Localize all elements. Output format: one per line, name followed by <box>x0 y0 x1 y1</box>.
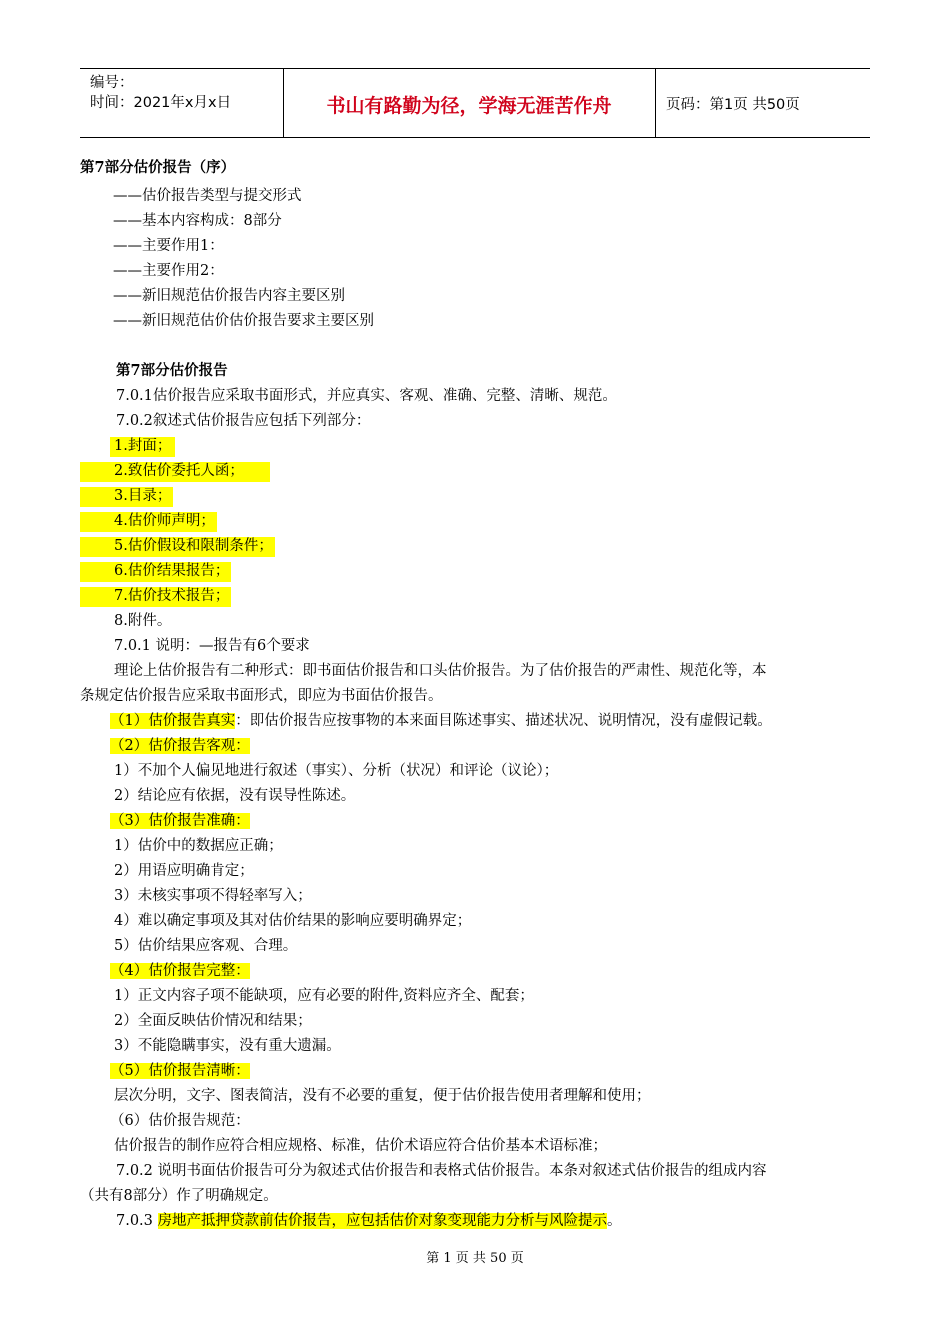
requirement-item: 1）估价中的数据应正确； <box>114 838 283 854</box>
requirement-item: 4）难以确定事项及其对估价结果的影响应要明确界定； <box>114 913 472 929</box>
requirement-5 <box>110 1062 250 1082</box>
clause-7-0-2-explain: （共有8部分）作了明确规定。 <box>80 1188 278 1204</box>
report-part: 8.附件。 <box>114 613 172 629</box>
requirement-item: 3）未核实事项不得轻率写入； <box>114 888 312 904</box>
requirement-item: 1）不加个人偏见地进行叙述（事实）、分析（状况）和评论（议论）； <box>114 763 559 779</box>
requirement-label: （3）估价报告准确： <box>110 813 250 829</box>
serial-label: 编号： <box>90 75 134 91</box>
report-part: 7.估价技术报告； <box>80 587 231 607</box>
clause-7-0-2: 7.0.2叙述式估价报告应包括下列部分： <box>116 413 371 429</box>
requirement-item: 3）不能隐瞒事实，没有重大遗漏。 <box>114 1038 341 1054</box>
report-part: 6.估价结果报告； <box>80 562 231 582</box>
requirement-item: 2）全面反映估价情况和结果； <box>114 1013 312 1029</box>
requirement-1 <box>110 712 772 732</box>
clause-text-highlight: 房地产抵押贷款前估价报告，应包括估价对象变现能力分析与风险提示 <box>157 1213 608 1229</box>
requirement-text: ：即估价报告应按事物的本来面目陈述事实、描述状况、说明情况，没有虚假记载。 <box>235 713 772 729</box>
report-part: 4.估价师声明； <box>80 512 217 532</box>
requirement-item: 1）正文内容子项不能缺项，应有必要的附件,资料应齐全、配套； <box>114 988 534 1004</box>
outline-item: ——基本内容构成：8部分 <box>113 213 282 229</box>
requirement-text: 估价报告的制作应符合相应规格、标准，估价术语应符合估价基本术语标准； <box>114 1138 607 1154</box>
outline-item: ——新旧规范估价报告内容主要区别 <box>113 288 345 304</box>
requirement-label: （4）估价报告完整： <box>110 963 250 979</box>
outline-item: ——主要作用2： <box>113 263 224 279</box>
outline-item: ——新旧规范估价估价报告要求主要区别 <box>113 313 374 329</box>
clause-7-0-2-explain: 7.0.2 说明书面估价报告可分为叙述式估价报告和表格式估价报告。本条对叙述式估价报告的组成内容 <box>116 1163 767 1179</box>
requirement-label: （5）估价报告清晰： <box>110 1063 250 1079</box>
header-motto: 书山有路勤为径，学海无涯苦作舟 <box>326 95 612 117</box>
outline-item: ——估价报告类型与提交形式 <box>113 188 302 204</box>
requirement-item: 5）估价结果应客观、合理。 <box>114 938 298 954</box>
requirement-label: （2）估价报告客观： <box>110 738 250 754</box>
requirement-item: 2）用语应明确肯定； <box>114 863 254 879</box>
outline-item: ——主要作用1： <box>113 238 224 254</box>
clause-end: 。 <box>607 1213 622 1229</box>
explain-paragraph: 条规定估价报告应采取书面形式，即应为书面估价报告。 <box>80 688 443 704</box>
requirement-label: （1）估价报告真实 <box>110 713 236 729</box>
header-page-info: 页码：第1页 共50页 <box>666 97 800 113</box>
document-header <box>80 68 870 138</box>
report-part: 1.封面； <box>110 437 175 457</box>
requirement-2 <box>110 737 250 757</box>
requirement-3 <box>110 812 250 832</box>
report-part: 5.估价假设和限制条件； <box>80 537 275 557</box>
requirement-4 <box>110 962 250 982</box>
clause-7-0-3 <box>116 1212 622 1232</box>
requirement-item: 2）结论应有依据，没有误导性陈述。 <box>114 788 356 804</box>
explain-paragraph: 理论上估价报告有二种形式：即书面估价报告和口头估价报告。为了估价报告的严肃性、规范化等，本 <box>114 663 767 679</box>
page-footer: 第 1 页 共 50 页 <box>426 1251 524 1266</box>
report-part: 3.目录； <box>80 487 173 507</box>
section-title: 第7部分估价报告 <box>116 362 228 379</box>
header-meta <box>90 73 231 113</box>
section-title: 第7部分估价报告（序） <box>80 159 236 176</box>
header-divider <box>655 69 656 137</box>
clause-7-0-1: 7.0.1估价报告应采取书面形式，并应真实、客观、准确、完整、清晰、规范。 <box>116 388 617 404</box>
explain-title: 7.0.1 说明：—报告有6个要求 <box>114 638 310 654</box>
clause-number: 7.0.3 <box>116 1213 158 1229</box>
date-label: 时间：2021年x月x日 <box>90 95 232 111</box>
requirement-6: （6）估价报告规范： <box>110 1113 250 1129</box>
report-part: 2.致估价委托人函； <box>80 462 270 482</box>
requirement-text: 层次分明，文字、图表简洁，没有不必要的重复，便于估价报告使用者理解和使用； <box>114 1088 651 1104</box>
